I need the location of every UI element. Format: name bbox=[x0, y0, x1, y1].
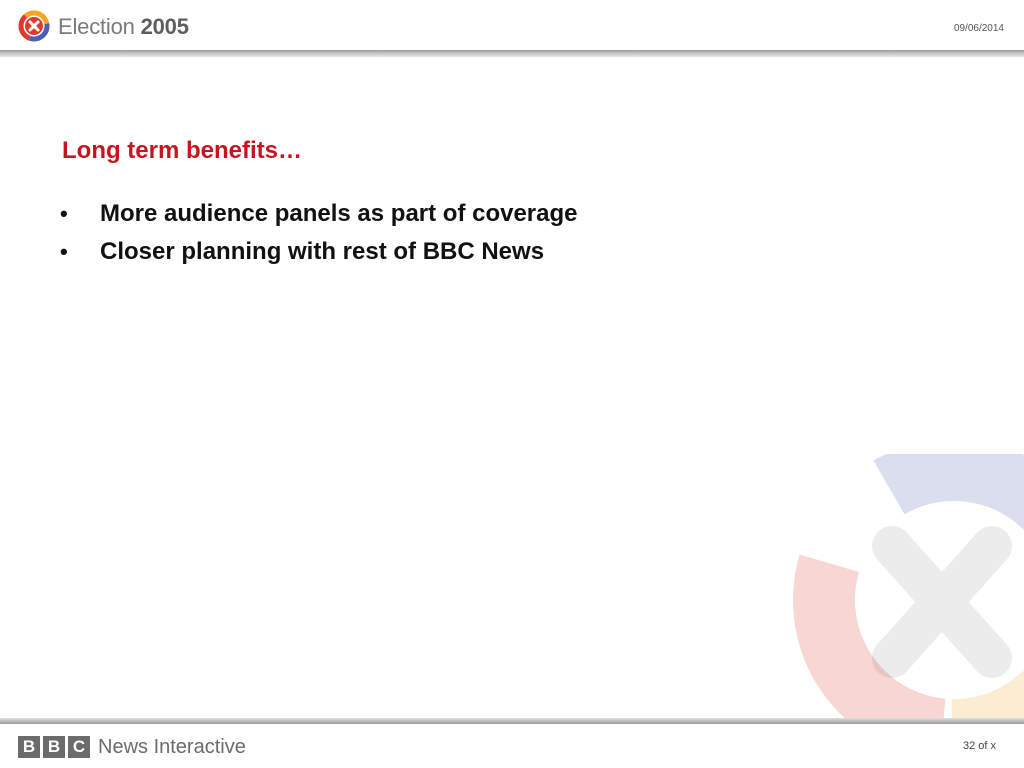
bbc-logo bbox=[18, 736, 90, 758]
slide-header bbox=[0, 0, 1024, 50]
brand-word: Election bbox=[58, 14, 135, 39]
bullet-item bbox=[60, 195, 578, 233]
slide-date: 09/06/2014 bbox=[953, 23, 1004, 34]
slide-footer bbox=[0, 724, 1024, 768]
header-divider bbox=[0, 50, 1024, 57]
election-logo-text bbox=[58, 13, 189, 41]
bbc-logo-letter: C bbox=[68, 736, 90, 758]
bullet-item bbox=[60, 233, 578, 271]
bullet-dot: • bbox=[60, 239, 68, 264]
bbc-logo-letter: B bbox=[18, 736, 40, 758]
page-number: 32 of x bbox=[962, 740, 996, 752]
bullet-dot: • bbox=[60, 201, 68, 226]
bullet-text: Closer planning with rest of BBC News bbox=[100, 238, 545, 265]
election-logo-watermark-icon bbox=[784, 454, 1024, 720]
bbc-logo-letter: B bbox=[43, 736, 65, 758]
brand-year: 2005 bbox=[140, 14, 189, 39]
bullet-text: More audience panels as part of coverage bbox=[100, 200, 578, 227]
election-x-ring-icon bbox=[18, 10, 50, 42]
bbc-product-name: News Interactive bbox=[98, 736, 246, 758]
slide-title: Long term benefits… bbox=[62, 137, 303, 164]
bullet-list bbox=[60, 195, 578, 271]
